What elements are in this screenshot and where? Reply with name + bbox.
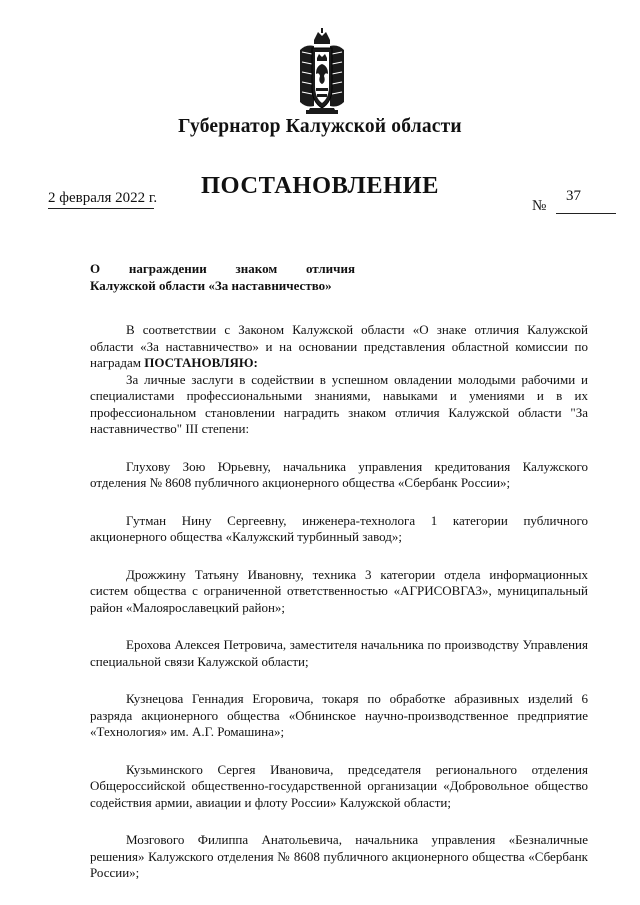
coat-of-arms-icon	[292, 28, 352, 118]
subject-line-1: О награждении знаком отличия	[90, 261, 355, 276]
awardee-paragraph: Дрожжину Татьяну Ивановну, техника 3 категории отдела информационных систем общества с ограниченной ответственностью «АГРИСОВГАЗ», муниципальный район «Малоярославецкий район»;	[90, 566, 588, 615]
awardee-paragraph: Гутман Нину Сергеевну, инженера-технолога 1 категории публичного акционерного общества «Калужский турбинный завод»;	[90, 512, 588, 544]
decree-keyword: ПОСТАНОВЛЯЮ:	[144, 355, 258, 370]
document-number	[532, 188, 616, 214]
decision-paragraph: За личные заслуги в содействии в успешном овладении молодыми рабочими и специалистами профессиональными знаниями, навыками и умениями и в их профессиональном становлении наградить знаком отличия Калужской области "За наставничество" III степени:	[90, 371, 588, 436]
number-sign: №	[532, 198, 547, 214]
subject-line-2: Калужской области «За наставничество»	[90, 278, 332, 293]
document-subject	[90, 260, 355, 294]
document-type-title: ПОСТАНОВЛЕНИЕ	[201, 172, 439, 199]
number-underline	[556, 213, 616, 214]
intro-paragraph	[90, 322, 588, 372]
awardee-paragraph: Мозгового Филиппа Анатольевича, начальника управления «Безналичные решения» Калужского отделения № 8608 публичного акционерного общества «Сбербанк России»;	[90, 832, 588, 880]
intro-text: В соответствии с Законом Калужской области «О знаке отличия Калужской области «За наставничество» и на основании представления областной комиссии по наградам	[90, 322, 588, 370]
document-body	[90, 322, 588, 882]
awardee-paragraph: Кузнецова Геннадия Егоровича, токаря по обработке абразивных изделий 6 разряда акционерного общества «Обнинское научно-производственное предприятие «Технология» им. А.Г. Ромашина»;	[90, 691, 588, 739]
document-date: 2 февраля 2022 г.	[48, 190, 154, 209]
awardee-paragraph: Ерохова Алексея Петровича, заместителя начальника по производству Управления специальной связи Калужской области;	[90, 637, 588, 669]
number-value: 37	[566, 188, 581, 204]
awardee-paragraph: Глухову Зою Юрьевну, начальника управления кредитования Калужского отделения № 8608 публичного акционерного общества «Сбербанк России»;	[90, 458, 588, 490]
awardee-paragraph: Кузьминского Сергея Ивановича, председателя регионального отделения Общероссийской общественно-государственной организации «Добровольное общество содействия армии, авиации и флоту России» Калужской области;	[90, 761, 588, 810]
issuing-authority: Губернатор Калужской области	[178, 116, 462, 137]
